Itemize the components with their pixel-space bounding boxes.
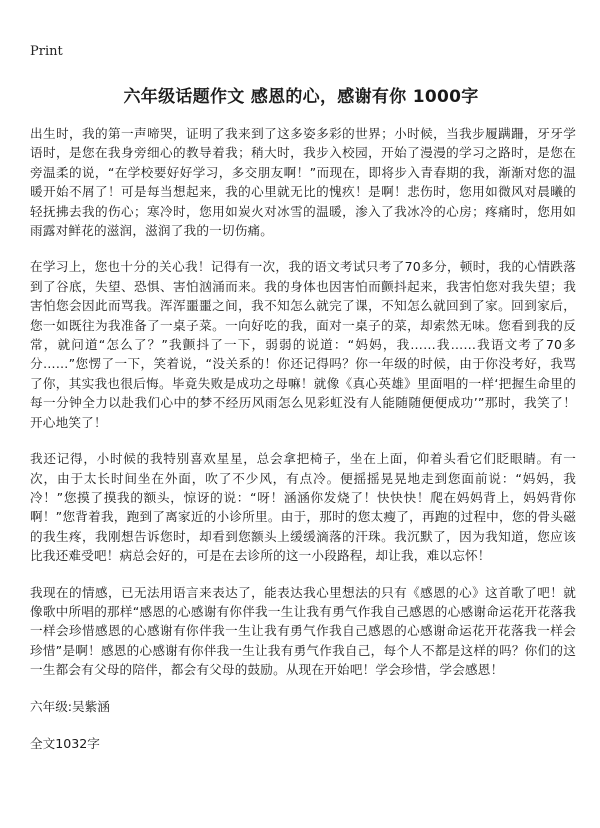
document-body: [30, 124, 576, 753]
paragraph-study: 在学习上，您也十分的关心我！记得有一次，我的语文考试只考了70多分，顿时，我的心情跌落到了谷底，失望、恐惧、害怕汹涌而来。我的身体也因害怕而颤抖起来，我害怕您对我失望；我害怕您会因此而骂我。浑浑噩噩之间，我不知怎么就完了课，不知怎么就回到了家。回到家后，您一如既往为我准备了一桌子菜。一向好吃的我，面对一桌子的菜，却索然无味。您看到我的反常，就问道“怎么了？”我颤抖了一下，弱弱的说道：“妈妈，我……我……我语文考了70多分……”您愣了一下，笑着说，“没关系的！你还记得吗？你一年级的时候，由于你没考好，我骂了你，其实我也很后悔。毕竟失败是成功之母嘛！就像《真心英雄》里面唱的一样‘把握生命里的每一分钟全力以赴我们心中的梦不经历风雨怎么见彩虹没有人能随随便便成功’”那时，我笑了！开心地笑了！: [30, 259, 576, 430]
paragraph-gratitude: 我现在的情感，已无法用语言来表达了，能表达我心里想法的只有《感恩的心》这首歌了吧！就像歌中所唱的那样“感恩的心感谢有你伴我一生让我有勇气作我自己感恩的心感谢命运花开花落我一样会珍惜感恩的心感谢有你伴我一生让我有勇气作我自己感恩的心感谢命运花开花落我一样会珍惜”是啊！感恩的心感谢有你伴我一生让我有勇气作我自己，每个人不都是这样的吗？你们的这一生都会有父母的陪伴，都会有父母的鼓励。从现在开始吧！学会珍惜，学会感恩！: [30, 584, 576, 678]
paragraph-stars: 我还记得，小时候的我特别喜欢星星，总会拿把椅子，坐在上面，仰着头看它们眨眼睛。有一次，由于太长时间坐在外面，吹了不少风，有点冷。便摇摇晃晃地走到您面前说：“妈妈，我冷！”您摸了摸我的额头，惊讶的说：“呀！涵涵你发烧了！快快快！爬在妈妈背上，妈妈背你啊！”您背着我，跑到了离家近的小诊所里。由于，那时的您太瘦了，再跑的过程中，您的骨头磁的我生疼，我刚想告诉您时，却看到您额头上缓缓滴落的汗珠。我沉默了，因为我知道，您应该比我还难受吧！病总会好的，可是在去诊所的这一小段路程，却让我，难以忘怀！: [30, 451, 576, 564]
print-link[interactable]: Print: [30, 44, 63, 59]
author-signature: 六年级:吴紫涵: [30, 698, 110, 714]
word-count: 全文1032字: [30, 735, 100, 751]
paragraph-birth: 出生时，我的第一声啼哭，证明了我来到了这多姿多彩的世界；小时候，当我步履蹒跚，牙牙学语时，是您在我身旁细心的教导着我；稍大时，我步入校园，开始了漫漫的学习之路时，是您在旁温柔的说，“在学校要好好学习，多交朋友啊！”而现在，即将步入青春期的我，渐渐对您的温暖开始不屑了！可是每当想起来，我的心里就无比的愧疚！是啊！悲伤时，您用如微风对晨曦的轻抚拂去我的伤心；寒冷时，您用如炭火对冰雪的温暖，渗入了我冰冷的心房；疼痛时，您用如雨露对鲜花的滋润，滋润了我的一切伤痛。: [30, 126, 576, 239]
document-title: 六年级话题作文 感恩的心，感谢有你 1000字: [123, 87, 479, 107]
